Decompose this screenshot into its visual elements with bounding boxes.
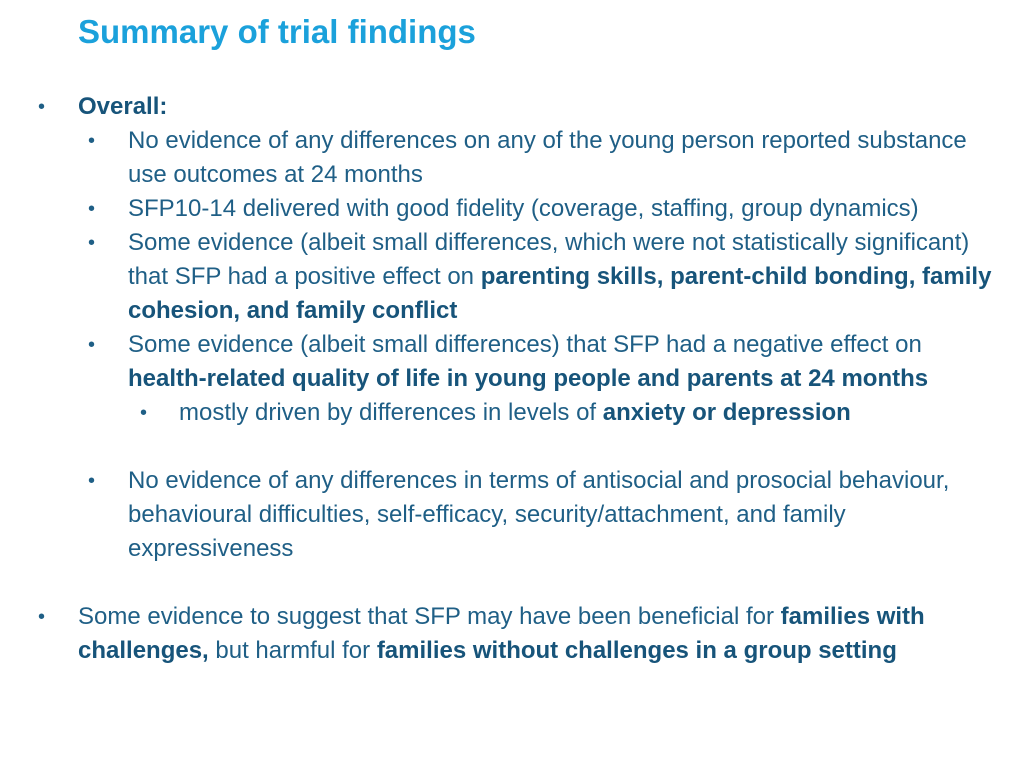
bullet-overall xyxy=(0,90,993,124)
bullet-subpoint xyxy=(0,396,993,430)
final-text-mid: but harmful for xyxy=(208,637,377,664)
point-5-text: No evidence of any differences in terms of antisocial and prosocial behaviour, behavioural difficulties, self-efficacy, security/attachment, and family expressiveness xyxy=(128,467,950,562)
bullet-final xyxy=(0,600,993,668)
bullet-marker: • xyxy=(88,232,96,254)
final-text: Some evidence to suggest that SFP may have been beneficial for xyxy=(78,603,781,630)
spacer xyxy=(0,430,1024,464)
bullet-point-2 xyxy=(0,192,993,226)
point-2-text: SFP10-14 delivered with good fidelity (coverage, staffing, group dynamics) xyxy=(128,195,919,222)
bullet-point-3 xyxy=(0,226,993,328)
point-3-text: Some evidence (albeit small differences, which were not statistically significant) that SFP had a positive effect on xyxy=(128,229,970,290)
bullet-marker: • xyxy=(88,130,96,152)
overall-heading: Overall: xyxy=(78,93,168,120)
bullet-list xyxy=(0,90,1024,668)
spacer xyxy=(0,566,1024,600)
bullet-marker: • xyxy=(88,470,96,492)
bullet-marker: • xyxy=(88,334,96,356)
bullet-marker: • xyxy=(38,606,46,628)
point-4-emphasis: health-related quality of life in young people and parents at 24 months xyxy=(128,365,929,392)
bullet-marker: • xyxy=(140,402,148,424)
final-emphasis-1: families with challenges, xyxy=(78,603,925,664)
subpoint-text: mostly driven by differences in levels of xyxy=(179,399,603,426)
bullet-point-1 xyxy=(0,124,993,192)
subpoint-emphasis: anxiety or depression xyxy=(602,399,851,426)
final-emphasis-2: families without challenges in a group setting xyxy=(376,637,897,664)
bullet-point-4 xyxy=(0,328,993,396)
bullet-marker: • xyxy=(38,96,46,118)
bullet-point-5 xyxy=(0,464,993,566)
point-3-emphasis: parenting skills, parent-child bonding, family cohesion, and family conflict xyxy=(128,263,992,324)
bullet-marker: • xyxy=(88,198,96,220)
point-4-text: Some evidence (albeit small differences) that SFP had a negative effect on xyxy=(128,331,922,358)
point-1-text: No evidence of any differences on any of the young person reported substance use outcomes at 24 months xyxy=(128,127,967,188)
slide-title: Summary of trial findings xyxy=(78,13,476,50)
